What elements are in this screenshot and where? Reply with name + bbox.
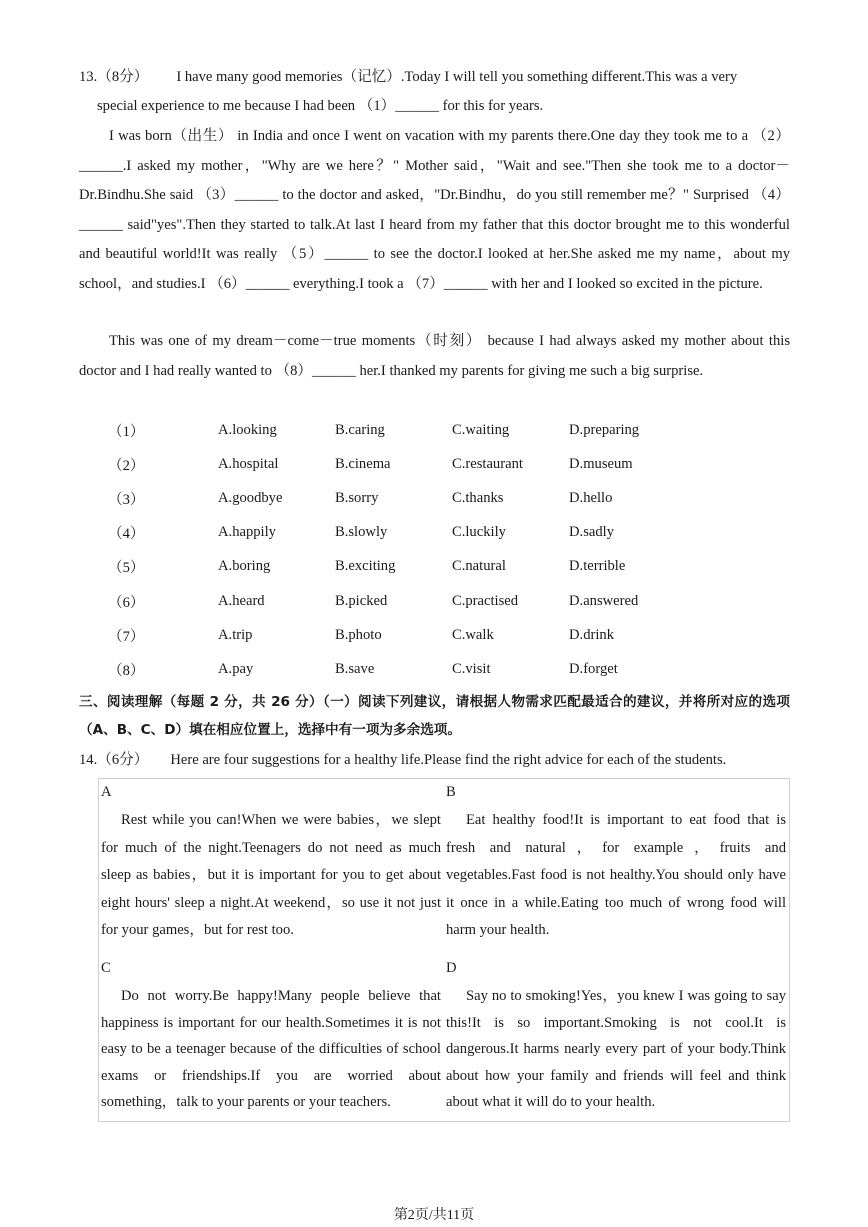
- q14-header-line: [79, 748, 790, 772]
- option-choice-c: C.walk: [452, 626, 494, 643]
- q13-line1: I have many good memories（记忆）.Today I will tell you something different.This was a very: [176, 69, 738, 85]
- option-row: [108, 481, 679, 515]
- option-number: （3）: [108, 491, 145, 508]
- option-choice-c: C.visit: [452, 660, 491, 677]
- option-row: [108, 550, 679, 584]
- option-choice-d: D.hello: [569, 489, 613, 506]
- option-choice-a: A.trip: [218, 626, 253, 643]
- q13-number: 13.（8分）: [79, 69, 149, 85]
- suggestion-d: [446, 957, 786, 1116]
- option-choice-a: A.hospital: [218, 455, 279, 472]
- option-row: [108, 584, 679, 618]
- option-choice-c: C.luckily: [452, 524, 506, 541]
- option-number: （5）: [108, 560, 145, 577]
- option-choice-a: A.pay: [218, 660, 254, 677]
- suggestion-b: [446, 781, 786, 945]
- suggestion-c: [101, 957, 441, 1116]
- option-choice-d: D.sadly: [569, 524, 614, 541]
- option-choice-c: C.thanks: [452, 489, 504, 506]
- option-choice-b: B.sorry: [335, 489, 379, 506]
- option-number: （2）: [108, 457, 145, 474]
- q13-paragraph-2: I was born（出生） in India and once I went on vacation with my parents there.One day they took me to a （2）______.I asked my mother，"Why are we here？" Mother said，"Wait and see."Then she took me to a doctor－Dr.Bindhu.She said （3）______ to the doctor and asked，"Dr.Bindhu，do you still remember me？" Surprised （4）______ said"yes".Then they started to talk.At last I heard from my father that this doctor brought me to this wonderful and beautiful world!It was really （5）______ to see the doctor.I looked at her.She asked me my name，about my school，and studies.I （6）______ everything.I took a （7）______ with her and I looked so excited in the picture.: [79, 128, 790, 292]
- suggestion-b-text: Eat healthy food!It is important to eat food that is fresh and natural，for example，fruits and vegetables.Fast food is not healthy.You should only have it once in a while.Eating too much of wrong food will harm your health.: [446, 812, 786, 938]
- option-choice-c: C.practised: [452, 592, 519, 609]
- option-choice-c: C.restaurant: [452, 455, 523, 472]
- option-choice-b: B.photo: [335, 626, 382, 643]
- section-3-heading: 三、阅读理解（每题 2 分，共 26 分）（一）阅读下列建议，请根据人物需求匹配最适合的建议，并将所对应的选项（A、B、C、D）填在相应位置上，选择中有一项为多余选项。: [79, 694, 790, 738]
- suggestion-a-letter: A: [101, 784, 112, 800]
- suggestion-b-letter: B: [446, 784, 456, 800]
- option-choice-d: D.terrible: [569, 558, 626, 575]
- q14-number: 14.（6分）: [79, 752, 149, 768]
- option-number: （6）: [108, 594, 145, 611]
- suggestion-d-text: Say no to smoking!Yes，you knew I was going to say this!It is so important.Smoking is not cool.It is dangerous.It harms nearly every part of your body.Think about how your family and friends will feel and think about what it will do to your health.: [446, 988, 786, 1110]
- option-choice-a: A.heard: [218, 592, 265, 609]
- q13-paragraph-3: This was one of my dream－come－true moments（时刻） because I had always asked my mother about this doctor and I had really wanted to （8）______ her.I thanked my parents for giving me such a big surprise.: [79, 333, 790, 379]
- option-row: [108, 447, 679, 481]
- option-choice-b: B.picked: [335, 592, 388, 609]
- option-choice-d: D.forget: [569, 660, 618, 677]
- option-choice-b: B.slowly: [335, 524, 388, 541]
- option-number: （1）: [108, 423, 145, 440]
- option-row: [108, 516, 679, 550]
- suggestion-a: [101, 781, 441, 945]
- option-choice-a: A.boring: [218, 558, 271, 575]
- option-number: （8）: [108, 662, 145, 679]
- option-choice-a: A.happily: [218, 524, 276, 541]
- option-number: （4）: [108, 526, 145, 543]
- option-number: （7）: [108, 628, 145, 645]
- option-choice-c: C.waiting: [452, 421, 510, 438]
- q13-header-line: [79, 63, 790, 93]
- page-footer: 第2页/共11页: [393, 1208, 475, 1223]
- suggestion-c-text: Do not worry.Be happy!Many people believe that happiness is important for our health.Sometimes it is not easy to be a teenager because of the difficulties of school exams or friendships.If you are worried about something，talk to your parents or your teachers.: [101, 988, 441, 1110]
- option-choice-d: D.answered: [569, 592, 639, 609]
- q14-prompt: Here are four suggestions for a healthy life.Please find the right advice for each of the students.: [170, 752, 727, 768]
- option-choice-b: B.save: [335, 660, 375, 677]
- q13-line2: special experience to me because I had been （1）______ for this for years.: [97, 98, 544, 114]
- option-row: [108, 618, 679, 652]
- option-choice-b: B.exciting: [335, 558, 396, 575]
- option-choice-d: D.museum: [569, 455, 633, 472]
- option-choice-a: A.goodbye: [218, 489, 283, 506]
- suggestion-d-letter: D: [446, 960, 457, 976]
- option-choice-a: A.looking: [218, 421, 277, 438]
- option-choice-b: B.cinema: [335, 455, 391, 472]
- option-choice-b: B.caring: [335, 421, 385, 438]
- option-row: [108, 652, 679, 686]
- option-choice-d: D.drink: [569, 626, 614, 643]
- suggestion-a-text: Rest while you can!When we were babies，we slept for much of the night.Teenagers do not need as much sleep as babies，but it is important for you to get about eight hours' sleep a night.At weekend，so use it not just for your games，but for rest too.: [101, 812, 441, 938]
- suggestion-c-letter: C: [101, 960, 111, 976]
- option-row: [108, 413, 679, 447]
- option-choice-d: D.preparing: [569, 421, 640, 438]
- option-choice-c: C.natural: [452, 558, 506, 575]
- options-table: [108, 413, 679, 687]
